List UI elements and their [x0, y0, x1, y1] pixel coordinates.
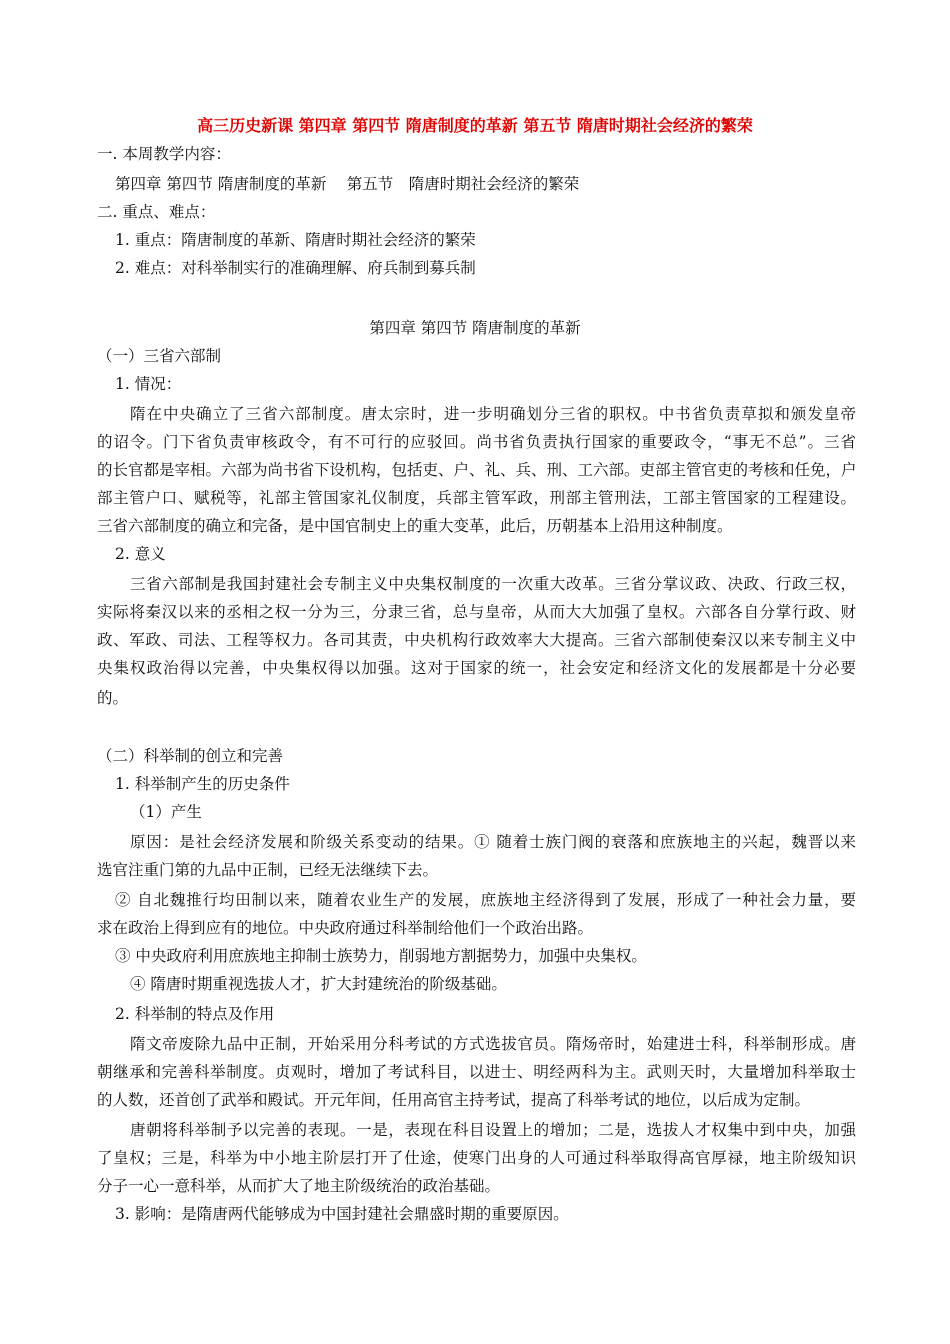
paragraph-line: 分子一心一意科举，从而扩大了地主阶级统治的政治基础。	[97, 1177, 501, 1195]
paragraph-line: 隋文帝废除九品中正制，开始采用分科考试的方式选拔官员。隋炀帝时，始建进士科，科举制形成。唐	[130, 1035, 856, 1053]
paragraph-line: 唐朝将科举制予以完善的表现。一是，表现在科目设置上的增加；二是，选拔人才权集中到中央，加强	[130, 1121, 856, 1139]
paragraph-line: 3. 影响：是隋唐两代能够成为中国封建社会鼎盛时期的重要原因。	[115, 1205, 569, 1223]
text-line: 2. 难点：对科举制实行的准确理解、府兵制到募兵制	[115, 259, 476, 277]
section-heading: （二）科举制的创立和完善	[97, 747, 284, 765]
sub-heading: 1. 科举制产生的历史条件	[115, 775, 290, 793]
text-line: 第四章 第四节 隋唐制度的革新 第五节 隋唐时期社会经济的繁荣	[115, 175, 580, 193]
sub-heading: 2. 科举制的特点及作用	[115, 1005, 275, 1023]
sub-heading: 1. 情况：	[115, 375, 182, 393]
paragraph-line: ④ 隋唐时期重视选拔人才，扩大封建统治的阶级基础。	[130, 975, 507, 993]
sub-heading: （1）产生	[130, 803, 202, 821]
paragraph-line: 政、军政、司法、工程等权力。各司其责，中央机构行政效率大大提高。三省六部制使秦汉以来专制主义中	[97, 631, 856, 649]
paragraph-line: 央集权政治得以完善，中央集权得以加强。这对于国家的统一，社会安定和经济文化的发展都是十分必要	[97, 659, 856, 677]
paragraph-line: 的。	[97, 689, 129, 707]
paragraph-line: 原因：是社会经济发展和阶级关系变动的结果。① 随着士族门阀的衰落和庶族地主的兴起，魏晋以来	[130, 833, 856, 851]
paragraph-line: 选官注重门第的九品中正制，已经无法继续下去。	[97, 861, 439, 879]
text-line: 1. 重点：隋唐制度的革新、隋唐时期社会经济的繁荣	[115, 231, 476, 249]
paragraph-line: 实际将秦汉以来的丞相之权一分为三，分隶三省，总与皇帝，从而大大加强了皇权。六部各自分掌行政、财	[97, 603, 856, 621]
paragraph-line: ② 自北魏推行均田制以来，随着农业生产的发展，庶族地主经济得到了发展，形成了一种社会力量，要	[115, 891, 856, 909]
paragraph-line: 三省六部制度的确立和完备，是中国官制史上的重大变革，此后，历朝基本上沿用这种制度。	[97, 517, 733, 535]
section-heading: 二. 重点、难点：	[97, 203, 216, 221]
sub-heading: 2. 意义	[115, 545, 166, 563]
paragraph-line: 求在政治上得到应有的地位。中央政府通过科举制给他们一个政治出路。	[97, 919, 594, 937]
paragraph-line: ③ 中央政府利用庶族地主抑制士族势力，削弱地方割据势力，加强中央集权。	[115, 947, 647, 965]
chapter-heading: 第四章 第四节 隋唐制度的革新	[369, 319, 581, 337]
paragraph-line: 三省六部制是我国封建社会专制主义中央集权制度的一次重大改革。三省分掌议政、决政、行政三权，	[130, 575, 856, 593]
paragraph-line: 朝继承和完善科举制度。贞观时，增加了考试科目，以进士、明经两科为主。武则天时，大量增加科举取士	[97, 1063, 856, 1081]
paragraph-line: 部主管户口、赋税等，礼部主管国家礼仪制度，兵部主管军政，刑部主管刑法，工部主管国家的工程建设。	[97, 489, 856, 507]
paragraph-line: 隋在中央确立了三省六部制度。唐太宗时，进一步明确划分三省的职权。中书省负责草拟和颁发皇帝	[130, 405, 856, 423]
section-heading: （一）三省六部制	[97, 347, 222, 365]
paragraph-line: 了皇权；三是，科举为中小地主阶层打开了仕途，使寒门出身的人可通过科举取得高官厚禄，地主阶级知识	[97, 1149, 856, 1167]
document-title: 高三历史新课 第四章 第四节 隋唐制度的革新 第五节 隋唐时期社会经济的繁荣	[197, 116, 753, 135]
paragraph-line: 的诏令。门下省负责审核政令，有不可行的应驳回。尚书省负责执行国家的重要政令，“事无不总”。三省	[97, 433, 856, 451]
paragraph-line: 的长官都是宰相。六部为尚书省下设机构，包括吏、户、礼、兵、刑、工六部。吏部主管官吏的考核和任免，户	[97, 461, 857, 479]
section-heading: 一. 本周教学内容：	[97, 145, 231, 163]
paragraph-line: 的人数，还首创了武举和殿试。开元年间，任用高官主持考试，提高了科举考试的地位，以后成为定制。	[97, 1091, 811, 1109]
